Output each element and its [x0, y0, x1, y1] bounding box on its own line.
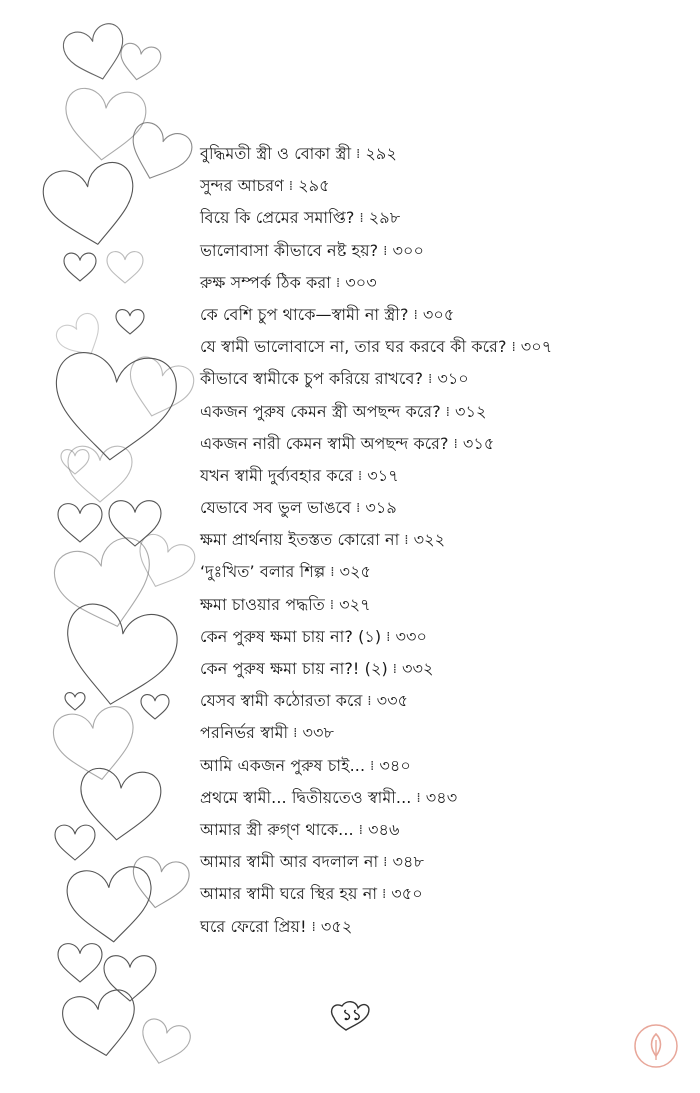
- toc-entry-title: ক্ষমা চাওয়ার পদ্ধতি: [200, 594, 325, 614]
- heart-icon: [55, 825, 95, 860]
- toc-entry-page: ৩২৫: [339, 562, 372, 582]
- toc-entry-title: একজন পুরুষ কেমন স্ত্রী অপছন্দ করে?: [200, 401, 441, 421]
- toc-entry-page: ৩১২: [455, 401, 487, 421]
- toc-entry: [200, 299, 690, 331]
- toc-entry: [200, 589, 690, 621]
- toc-entry-title: একজন নারী কেমন স্বামী অপছন্দ করে?: [200, 433, 449, 453]
- toc-separator: ⁞: [311, 919, 316, 935]
- toc-entry: [200, 717, 690, 749]
- toc-entry: [200, 460, 690, 492]
- toc-separator: ⁞: [428, 372, 433, 388]
- toc-entry-page: ৩১৭: [367, 465, 399, 485]
- toc-separator: ⁞: [288, 179, 294, 195]
- toc-entry-title: রুক্ষ সম্পর্ক ঠিক করা: [200, 272, 331, 292]
- heart-icon: [128, 855, 192, 913]
- toc-entry: [200, 428, 690, 460]
- toc-separator: ⁞: [358, 468, 363, 484]
- toc-entry-title: যেসব স্বামী কঠোরতা করে: [200, 691, 363, 711]
- toc-entry: [200, 267, 690, 299]
- heart-icon: [53, 310, 110, 365]
- heart-pattern-decoration: [0, 0, 200, 1093]
- heart-icon: [117, 42, 162, 83]
- heart-icon: [129, 531, 198, 596]
- toc-entry-page: ৩৩০: [395, 626, 428, 646]
- heart-icon: [49, 533, 163, 639]
- toc-entry-page: ৩৩৫: [376, 691, 409, 711]
- toc-entry-title: বিয়ে কি প্রেমের সমাপ্তি?: [200, 208, 355, 228]
- toc-entry: [200, 331, 690, 363]
- toc-entry: [200, 878, 690, 910]
- toc-entry-page: ৩১০: [437, 369, 469, 389]
- heart-icon: [50, 704, 141, 787]
- heart-icon: [60, 987, 142, 1061]
- toc-entry-title: যেভাবে সব ভুল ভাঙবে: [200, 498, 352, 518]
- toc-entry: [200, 524, 690, 556]
- toc-entry: [200, 911, 690, 943]
- toc-separator: ⁞: [445, 404, 451, 420]
- toc-entry: [200, 170, 690, 202]
- toc-separator: ⁞: [370, 758, 375, 774]
- toc-separator: ⁞: [356, 147, 361, 162]
- toc-entry-page: ৩৫০: [391, 884, 423, 904]
- toc-entry-title: বুদ্ধিমতী স্ত্রী ও বোকা স্ত্রী: [200, 144, 352, 163]
- heart-icon: [116, 310, 144, 334]
- toc-entry: [200, 235, 690, 267]
- toc-entry: [200, 653, 690, 685]
- heart-icon: [58, 944, 102, 982]
- heart-icon: [141, 695, 169, 719]
- page-number-ornament: [324, 996, 384, 1036]
- toc-entry-page: ৩২২: [413, 530, 446, 550]
- heart-icon: [122, 119, 196, 189]
- toc-separator: ⁞: [453, 436, 458, 452]
- toc-separator: ⁞: [416, 790, 421, 806]
- heart-icon: [58, 504, 102, 542]
- heart-icon: [104, 956, 156, 1001]
- toc-separator: ⁞: [382, 887, 387, 903]
- heart-icon: [121, 354, 197, 424]
- heart-icon: [136, 1017, 193, 1070]
- toc-entry-title: যে স্বামী ভালোবাসে না, তার ঘর করবে কী করে?: [200, 337, 507, 357]
- toc-entry-title: আমার স্ত্রী রুগ্‌ণ থাকে...: [200, 819, 354, 839]
- toc-entry: [200, 138, 690, 170]
- toc-entry-title: কে বেশি চুপ থাকে—স্বামী না স্ত্রী?: [200, 304, 409, 324]
- toc-entry-page: ৩৪৩: [425, 787, 458, 807]
- toc-separator: ⁞: [358, 822, 363, 838]
- toc-entry: [200, 846, 690, 878]
- toc-entry-page: ৩৩৮: [302, 723, 334, 743]
- toc-entry-title: কেন পুরুষ ক্ষমা চায় না?! (২): [200, 659, 388, 678]
- heart-icon: [65, 865, 155, 945]
- toc-entry-title: আমি একজন পুরুষ চাই...: [200, 755, 366, 775]
- toc-separator: ⁞: [413, 307, 418, 323]
- toc-entry-title: ‘দুঃখিত’ বলার শিল্প: [200, 562, 326, 582]
- heart-icon: [61, 450, 89, 474]
- toc-separator: ⁞: [511, 340, 516, 356]
- heart-icon: [68, 446, 132, 502]
- toc-separator: ⁞: [404, 533, 409, 549]
- toc-entry-title: ক্ষমা প্রার্থনায় ইতস্তত কোরো না: [200, 530, 400, 550]
- toc-entry-title: কীভাবে স্বামীকে চুপ করিয়ে রাখবে?: [200, 369, 424, 389]
- heart-icon: [107, 252, 143, 283]
- table-of-contents: [200, 138, 690, 943]
- toc-entry-page: ২৯২: [365, 144, 397, 163]
- toc-separator: ⁞: [367, 694, 372, 710]
- toc-entry: [200, 750, 690, 782]
- toc-entry: [200, 492, 690, 524]
- toc-entry-page: ৩০৫: [422, 304, 455, 324]
- toc-entry-page: ৩৪৮: [392, 852, 424, 872]
- toc-entry-title: পরনির্ভর স্বামী: [200, 723, 289, 743]
- toc-entry: [200, 202, 690, 234]
- toc-entry-title: ঘরে ফেরো প্রিয়!: [200, 916, 307, 936]
- toc-entry-page: ৩২৭: [339, 594, 371, 614]
- toc-entry-title: সুন্দর আচরণ: [200, 176, 284, 196]
- toc-separator: ⁞: [293, 726, 298, 742]
- toc-entry: [200, 685, 690, 717]
- toc-separator: ⁞: [335, 275, 341, 291]
- toc-entry-page: ৩৪৬: [367, 819, 400, 839]
- toc-separator: ⁞: [329, 597, 335, 613]
- toc-separator: ⁞: [359, 211, 364, 227]
- toc-entry-title: যখন স্বামী দুর্ব্যবহার করে: [200, 465, 353, 485]
- heart-icon: [65, 693, 85, 710]
- toc-entry: [200, 363, 690, 395]
- toc-separator: ⁞: [386, 629, 391, 645]
- toc-separator: ⁞: [392, 662, 398, 677]
- toc-entry-title: আমার স্বামী আর বদলাল না: [200, 852, 379, 872]
- toc-entry: [200, 814, 690, 846]
- toc-entry: [200, 556, 690, 588]
- toc-entry-page: ৩১৯: [365, 498, 397, 518]
- toc-entry-page: ২৯৮: [368, 208, 401, 228]
- publisher-logo-icon: [632, 1022, 680, 1070]
- toc-entry: [200, 782, 690, 814]
- toc-entry-page: ৩১৫: [462, 433, 495, 453]
- heart-icon: [50, 350, 179, 465]
- toc-entry-page: ৩০০: [392, 240, 424, 260]
- toc-separator: ⁞: [383, 243, 388, 259]
- toc-separator: ⁞: [330, 565, 335, 581]
- toc-entry-page: ৩০৭: [520, 337, 553, 357]
- toc-entry-title: ভালোবাসা কীভাবে নষ্ট হয়?: [200, 240, 379, 260]
- heart-icon: [77, 767, 163, 843]
- toc-entry-title: কেন পুরুষ ক্ষমা চায় না? (১): [200, 626, 382, 646]
- heart-icon: [40, 159, 142, 252]
- heart-icon: [62, 87, 148, 163]
- toc-entry-title: প্রথমে স্বামী... দ্বিতীয়তেও স্বামী...: [200, 787, 412, 807]
- toc-entry-page: ৩৪০: [379, 755, 411, 775]
- toc-separator: ⁞: [356, 501, 361, 517]
- toc-entry-title: আমার স্বামী ঘরে স্থির হয় না: [200, 884, 378, 904]
- toc-entry-page: ৩৩২: [402, 659, 434, 678]
- toc-entry-page: ৩০৩: [345, 272, 377, 292]
- toc-entry: [200, 621, 690, 653]
- toc-entry: [200, 396, 690, 428]
- heart-icon: [64, 253, 96, 281]
- toc-entry-page: ৩৫২: [320, 916, 353, 936]
- toc-entry-page: ২৯৫: [298, 176, 330, 196]
- toc-separator: ⁞: [383, 855, 388, 871]
- page-number: ১১: [342, 1006, 362, 1024]
